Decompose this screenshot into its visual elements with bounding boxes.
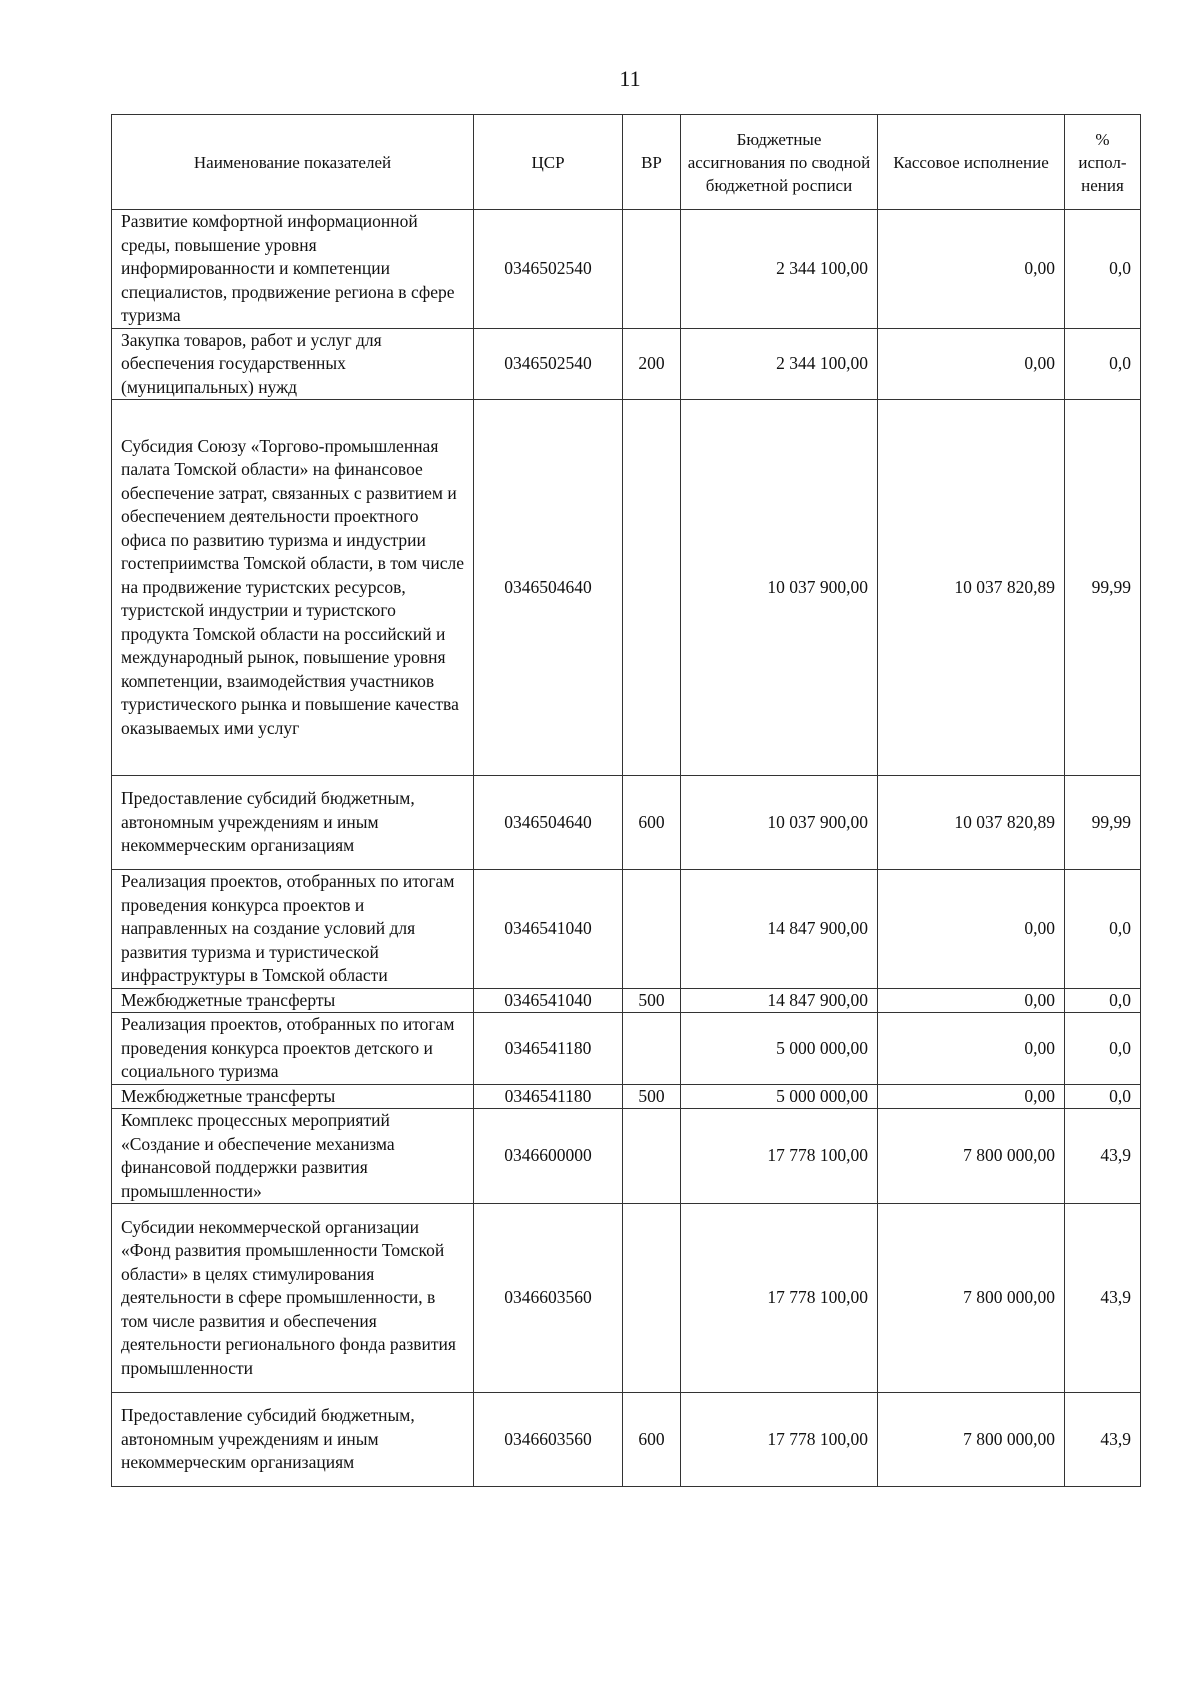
row-name: Субсидия Союзу «Торгово-промышленная палата Томской области» на финансовое обеспечение затрат, связанных с развитием и обеспечением деятельности проектного офиса по развитию туризма и индустрии гостеприимства Томской области, в том числе на продвижение туристских ресурсов, туристской индустрии и туристского продукта Томской области на российский и международный рынок, повышение уровня компетенции, взаимодействия участников туристического рынка и повышение качества оказываемых ими услуг [112,400,474,776]
row-budget: 17 778 100,00 [681,1393,878,1487]
row-csr: 0346600000 [474,1109,623,1204]
row-name: Субсидии некоммерческой организации «Фонд развития промышленности Томской области» в целях стимулирования деятельности в сфере промышленности, в том числе развития и обеспечения деятельности регионального фонда развития промышленности [112,1204,474,1393]
table-row [112,870,1141,989]
row-budget: 2 344 100,00 [681,210,878,329]
row-cash: 7 800 000,00 [878,1393,1065,1487]
row-vr [623,870,681,989]
table-body [112,210,1141,1487]
row-pct: 99,99 [1065,776,1141,870]
table-row [112,1013,1141,1085]
row-vr [623,1109,681,1204]
row-name: Закупка товаров, работ и услуг для обеспечения государственных (муниципальных) нужд [112,328,474,400]
row-csr: 0346541040 [474,870,623,989]
row-cash: 0,00 [878,210,1065,329]
row-cash: 7 800 000,00 [878,1109,1065,1204]
header-execution-percent: % испол-нения [1065,115,1141,210]
row-vr [623,1013,681,1085]
header-indicator-name: Наименование показателей [112,115,474,210]
row-csr: 0346502540 [474,328,623,400]
row-budget: 5 000 000,00 [681,1084,878,1109]
row-cash: 7 800 000,00 [878,1204,1065,1393]
table-row [112,1084,1141,1109]
row-budget: 2 344 100,00 [681,328,878,400]
table-row [112,1109,1141,1204]
row-name: Межбюджетные трансферты [112,1084,474,1109]
row-csr: 0346541180 [474,1013,623,1085]
row-name: Предоставление субсидий бюджетным, автономным учреждениям и иным некоммерческим организациям [112,776,474,870]
row-name: Межбюджетные трансферты [112,988,474,1013]
row-pct: 43,9 [1065,1393,1141,1487]
row-pct: 0,0 [1065,870,1141,989]
row-name: Комплекс процессных мероприятий «Создание и обеспечение механизма финансовой поддержки развития промышленности» [112,1109,474,1204]
row-csr: 0346541040 [474,988,623,1013]
table-row [112,776,1141,870]
row-csr: 0346603560 [474,1204,623,1393]
row-vr: 600 [623,776,681,870]
row-pct: 0,0 [1065,988,1141,1013]
row-vr [623,210,681,329]
table-row [112,988,1141,1013]
row-csr: 0346504640 [474,776,623,870]
table-row [112,1393,1141,1487]
row-budget: 10 037 900,00 [681,776,878,870]
row-name: Реализация проектов, отобранных по итогам проведения конкурса проектов и направленных на создание условий для развития туризма и туристической инфраструктуры в Томской области [112,870,474,989]
budget-execution-table [111,114,1141,1487]
header-budget-allocations: Бюджетные ассигнования по сводной бюджетной росписи [681,115,878,210]
row-name: Развитие комфортной информационной среды, повышение уровня информированности и компетенции специалистов, продвижение региона в сфере туризма [112,210,474,329]
header-vr: ВР [623,115,681,210]
table-row [112,1204,1141,1393]
table-row [112,400,1141,776]
row-csr: 0346541180 [474,1084,623,1109]
row-pct: 0,0 [1065,210,1141,329]
row-vr: 500 [623,988,681,1013]
table-header-row [112,115,1141,210]
row-vr [623,400,681,776]
row-pct: 0,0 [1065,328,1141,400]
row-cash: 0,00 [878,328,1065,400]
row-budget: 14 847 900,00 [681,870,878,989]
row-cash: 0,00 [878,1013,1065,1085]
row-csr: 0346603560 [474,1393,623,1487]
header-cash-execution: Кассовое исполнение [878,115,1065,210]
row-budget: 17 778 100,00 [681,1204,878,1393]
row-vr: 200 [623,328,681,400]
table-row [112,210,1141,329]
row-vr [623,1204,681,1393]
row-budget: 17 778 100,00 [681,1109,878,1204]
table-row [112,328,1141,400]
row-cash: 0,00 [878,1084,1065,1109]
row-pct: 99,99 [1065,400,1141,776]
header-csr: ЦСР [474,115,623,210]
page-number: 11 [619,66,641,91]
row-budget: 5 000 000,00 [681,1013,878,1085]
row-pct: 0,0 [1065,1084,1141,1109]
row-vr: 600 [623,1393,681,1487]
row-csr: 0346504640 [474,400,623,776]
row-vr: 500 [623,1084,681,1109]
row-pct: 0,0 [1065,1013,1141,1085]
row-pct: 43,9 [1065,1204,1141,1393]
row-cash: 0,00 [878,870,1065,989]
row-cash: 10 037 820,89 [878,776,1065,870]
row-name: Реализация проектов, отобранных по итогам проведения конкурса проектов детского и социального туризма [112,1013,474,1085]
row-budget: 14 847 900,00 [681,988,878,1013]
row-pct: 43,9 [1065,1109,1141,1204]
row-name: Предоставление субсидий бюджетным, автономным учреждениям и иным некоммерческим организациям [112,1393,474,1487]
row-cash: 10 037 820,89 [878,400,1065,776]
row-cash: 0,00 [878,988,1065,1013]
row-budget: 10 037 900,00 [681,400,878,776]
row-csr: 0346502540 [474,210,623,329]
